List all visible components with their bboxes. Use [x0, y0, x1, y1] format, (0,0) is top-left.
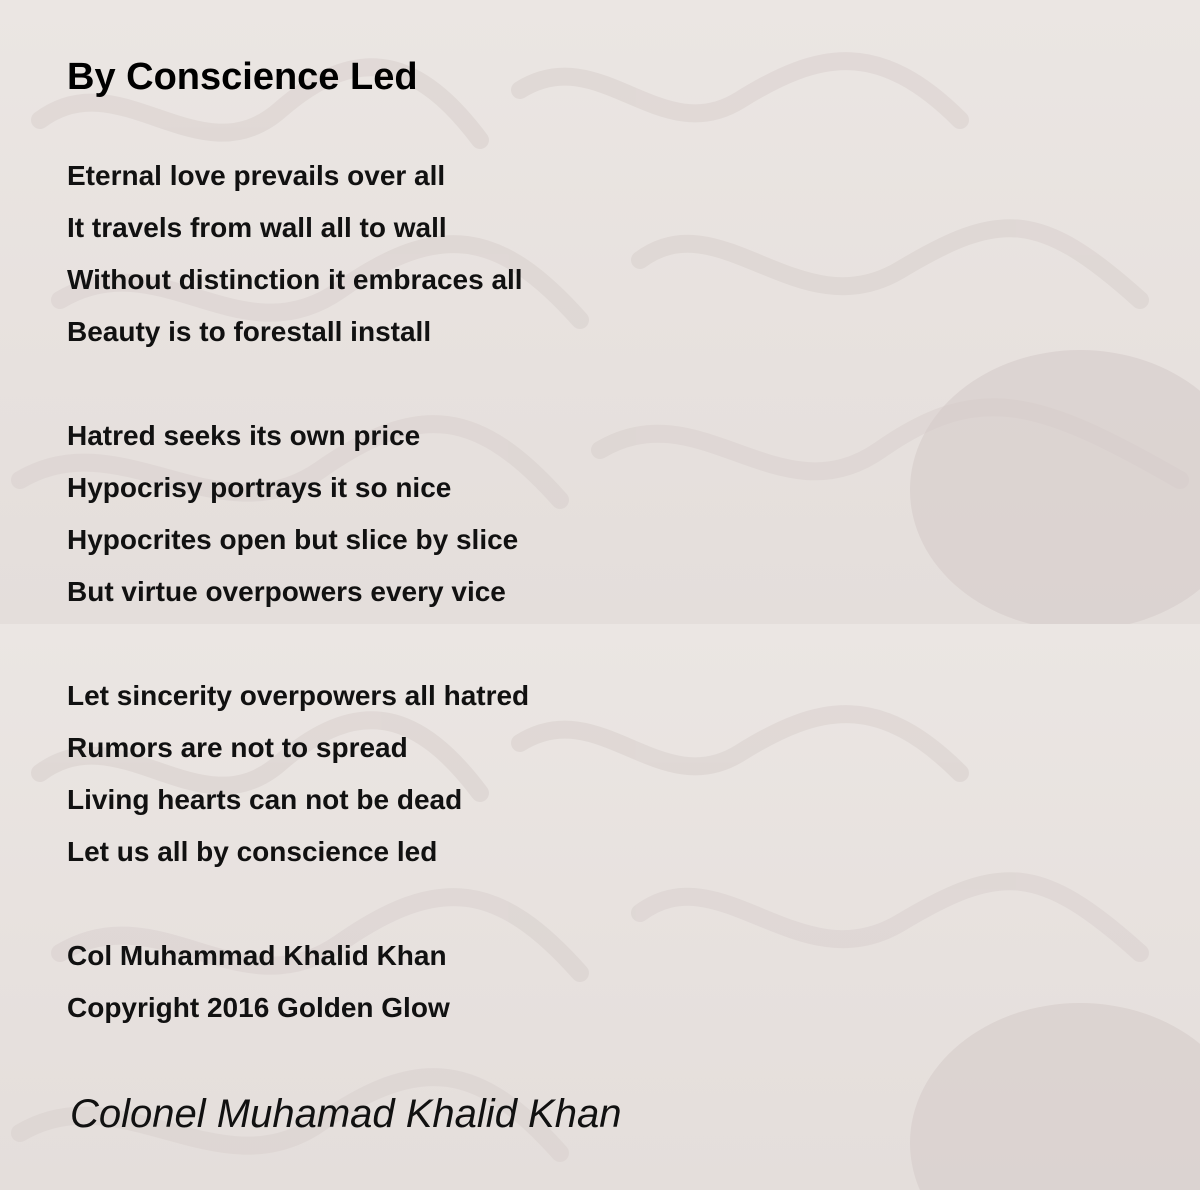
poem-line: Let sincerity overpowers all hatred [67, 680, 530, 711]
poem-line: Without distinction it embraces all [67, 264, 523, 295]
poem-line: Hypocrites open but slice by slice [67, 524, 519, 555]
stanza-3 [67, 670, 529, 878]
author-signature: Colonel Muhamad Khalid Khan [70, 1092, 622, 1136]
author-credit [67, 930, 529, 1034]
poem-line: Rumors are not to spread [67, 732, 408, 763]
poem-line: Let us all by conscience led [67, 836, 438, 867]
poem-line: Beauty is to forestall install [67, 316, 432, 347]
copyright-line: Copyright 2016 Golden Glow [67, 992, 450, 1023]
poem-line: Hypocrisy portrays it so nice [67, 472, 452, 503]
poem-title: By Conscience Led [67, 56, 418, 98]
poem-line: Eternal love prevails over all [67, 160, 446, 191]
author-name: Col Muhammad Khalid Khan [67, 940, 447, 971]
poem-line: Hatred seeks its own price [67, 420, 421, 451]
poem-line: It travels from wall all to wall [67, 212, 447, 243]
stanza-1 [67, 150, 529, 358]
poem-line: Living hearts can not be dead [67, 784, 463, 815]
poem-body [67, 150, 529, 1086]
stanza-2 [67, 410, 529, 618]
poem-line: But virtue overpowers every vice [67, 576, 506, 607]
